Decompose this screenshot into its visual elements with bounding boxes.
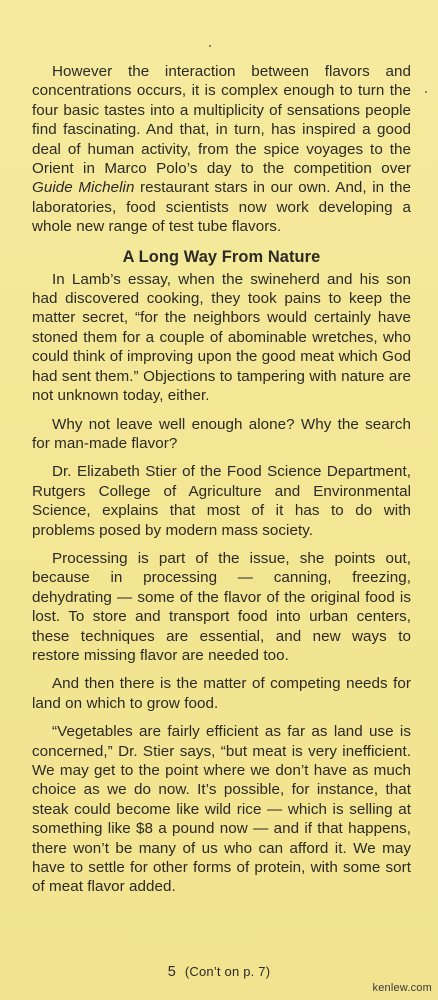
paragraph-lambs-essay: In Lamb’s essay, when the swineherd and his son had discovered cooking, they took pains to keep the matter secret, “for the neighbors would certainly have stoned them for a couple of abominable wretches, who could think of improving upon the good meat which God had sent them.” Objections to tampering with nature are not unknown today, either. <box>32 270 411 405</box>
paragraph-why-not: Why not leave well enough alone? Why the search for man-made flavor? <box>32 415 411 452</box>
guide-michelin-title: Guide Michelin <box>32 179 135 197</box>
paragraph-processing: Processing is part of the issue, she points out, because in processing — canning, freezing, dehydrating — some of the flavor of the original food is lost. To store and transport food into urban centers, these techniques are essential, and new ways to restore missing flavor are needed too. <box>32 549 411 664</box>
paragraph-vegetables-quote: “Vegetables are fairly efficient as far as land use is concerned,” Dr. Stier says, “but meat is very inefficient. We may get to the point where we don’t have as much choice as we do now. It’s possible, for instance, that steak could become like wild rice — which is selling at something like $8 a pound now — and if that happens, there won’t be many of us who can afford it. We may have to settle for other forms of protein, with some sort of meat flavor added. <box>32 723 411 896</box>
print-speck <box>209 45 211 47</box>
paragraph-flavors-text-a: However the interaction between flavors and concentrations occurs, it is complex enough to turn the four basic tastes into a multiplicity of sensations people find fascinating. And that, in turn, has inspired a good deal of human activity, from the spice voyages to the Orient in Marco Polo’s day to the competition over <box>32 63 411 178</box>
print-speck <box>425 91 427 93</box>
continuation-note: (Con’t on p. 7) <box>184 964 271 979</box>
paragraph-land-needs: And then there is the matter of competing needs for land on which to grow food. <box>32 675 411 712</box>
paragraph-flavors <box>32 62 411 237</box>
section-heading: A Long Way From Nature <box>122 247 321 266</box>
page-number: 5 <box>167 964 177 980</box>
article-column <box>32 62 411 906</box>
page-footer <box>0 964 438 980</box>
watermark-text: kenlew.com <box>372 982 432 994</box>
paragraph-dr-stier: Dr. Elizabeth Stier of the Food Science Department, Rutgers College of Agriculture and Environmental Science, explains that most of it has to do with problems posed by modern mass society. <box>32 463 411 539</box>
paragraph-flavors-text-b: restaurant stars in our own. And, in the laboratories, food scientists now work developing a whole new range of test tube flavors. <box>32 179 411 236</box>
